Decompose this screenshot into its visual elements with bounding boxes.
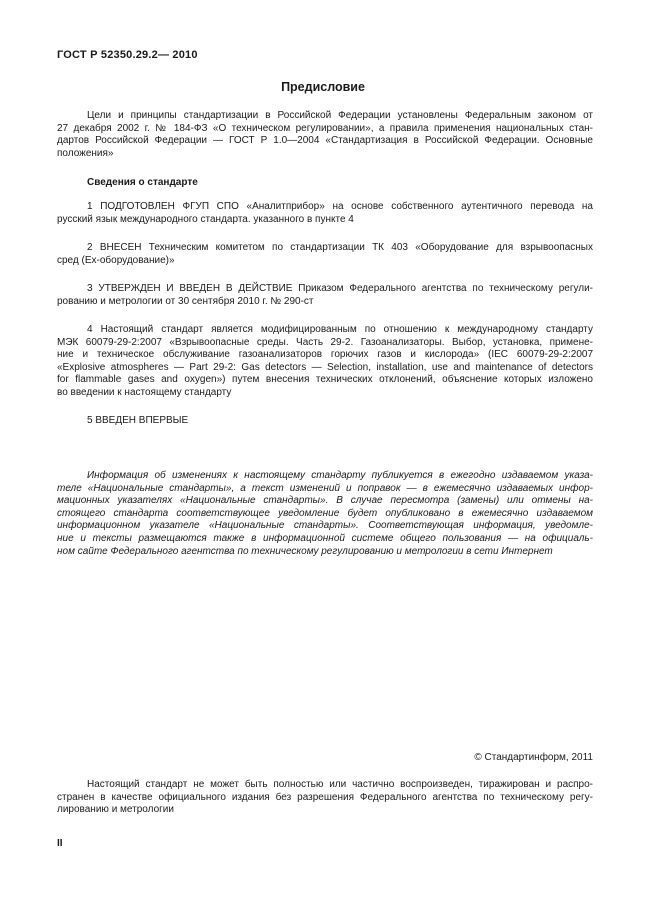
item-line: for flammable gases and oxygen») путем внесения технических отклонений, объяснение которых изложено — [57, 374, 593, 386]
item-line: ние и техническое обслуживание газоанализаторов горючих газов и кислорода» (IEC 60079-29-2:2007 — [57, 349, 593, 361]
item-line: русский язык международного стандарта. указанного в пункте 4 — [57, 213, 354, 225]
intro-line: положения» — [57, 147, 114, 159]
intro-line: Цели и принципы стандартизации в Российской Федерации установлены Федеральным законом от — [87, 110, 593, 121]
item-2 — [57, 242, 593, 267]
notice-line: ном сайте Федерального агентства по техническому регулированию и метрологии в сети Интернет — [57, 545, 553, 557]
item-line: 5 ВВЕДЕН ВПЕРВЫЕ — [87, 415, 189, 426]
item-line: МЭК 60079-29-2:2007 «Взрывоопасные среды. Часть 29-2. Газоанализаторы. Выбор, установка, примене- — [57, 336, 593, 348]
notice-line: мационных указателях «Национальные стандарты». В случае пересмотра (замены) или отмены на- — [57, 495, 593, 507]
notice-line: информационном указателе «Национальные стандарты». Соответствующая информация, уведомле- — [57, 520, 593, 532]
intro-line: 27 декабря 2002 г. № 184-ФЗ «О техническом регулировании», а правила применения национальных стан- — [57, 122, 593, 134]
notice-paragraph — [57, 470, 593, 558]
item-line: рованию и метрологии от 30 сентября 2010 г. № 290-ст — [57, 295, 314, 307]
copyright-notice: © Стандартинформ, 2011 — [474, 752, 593, 763]
info-heading: Сведения о стандарте — [87, 177, 198, 188]
rights-paragraph — [57, 779, 593, 817]
rights-line: лированию и метрологии — [57, 804, 174, 816]
notice-line: ние и тексты размещаются также в информационной системе общего пользования — на официаль- — [57, 532, 593, 544]
notice-line: Информация об изменениях к настоящему стандарту публикуется в ежегодно издаваемом указа- — [87, 470, 593, 481]
item-1 — [57, 201, 593, 226]
item-5 — [57, 415, 593, 428]
intro-line: дартов Российской Федерации — ГОСТ Р 1.0—2004 «Стандартизация в Российской Федерации. Основные — [57, 135, 593, 147]
item-line: 2 ВНЕСЕН Техническим комитетом по стандартизации ТК 403 «Оборудование для взрывоопасных — [87, 242, 593, 253]
item-line: 4 Настоящий стандарт является модифицированным по отношению к международному стандарту — [87, 324, 593, 335]
notice-line: теле «Национальные стандарты», а текст изменений и поправок — в ежемесячно издаваемых инфор- — [57, 482, 593, 494]
document-code: ГОСТ Р 52350.29.2— 2010 — [57, 49, 198, 61]
notice-line: стоящего стандарта соответствующее уведомление будет опубликовано в ежемесячно издаваемом — [57, 507, 593, 519]
page-title: Предисловие — [281, 80, 365, 94]
page-number: II — [57, 838, 63, 849]
item-3 — [57, 283, 593, 308]
item-line: «Explosive atmospheres — Part 29-2: Gas detectors — Selection, installation, use and maintenance of detectors — [57, 361, 593, 373]
rights-line: странен в качестве официального издания без разрешения Федерального агентства по техническому регу- — [57, 791, 593, 803]
item-line: сред (Ex-оборудование)» — [57, 254, 175, 266]
item-line: 1 ПОДГОТОВЛЕН ФГУП СПО «Аналитприбор» на основе собственного аутентичного перевода на — [87, 201, 593, 212]
item-line: 3 УТВЕРЖДЕН И ВВЕДЕН В ДЕЙСТВИЕ Приказом Федерального агентства по техническому регули- — [87, 283, 593, 294]
item-4 — [57, 324, 593, 400]
rights-line: Настоящий стандарт не может быть полностью или частично воспроизведен, тиражирован и распро- — [87, 779, 593, 790]
intro-paragraph — [57, 110, 593, 160]
item-line: во введении к настоящему стандарту — [57, 386, 232, 398]
